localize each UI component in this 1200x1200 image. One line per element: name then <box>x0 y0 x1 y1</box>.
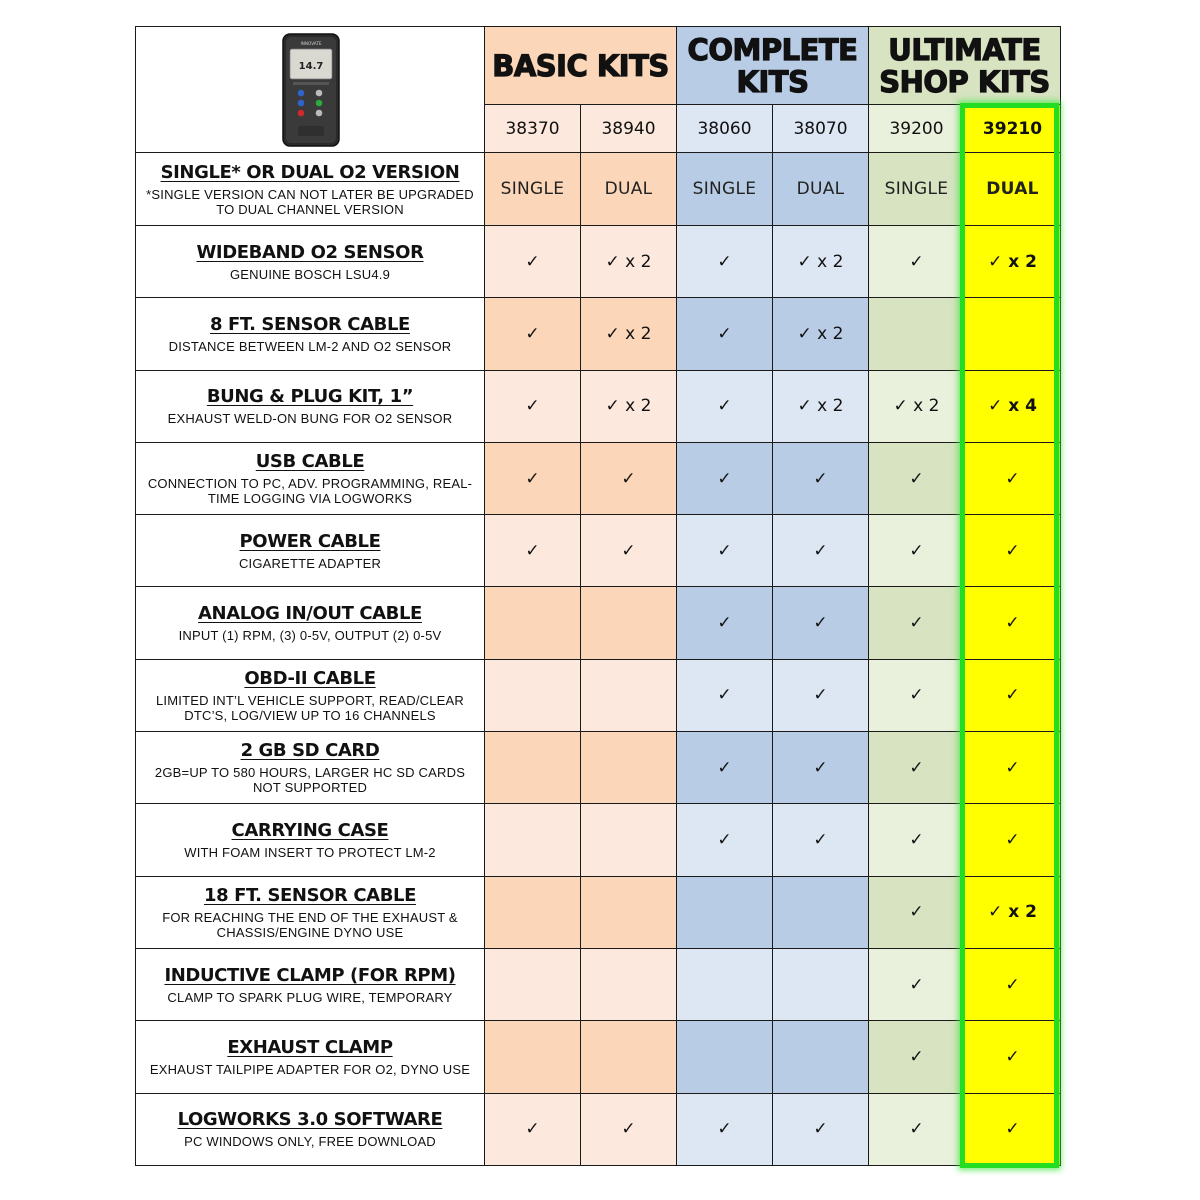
inclusion-cell: ✓ <box>677 804 773 876</box>
feature-title: 8 FT. SENSOR CABLE <box>210 313 410 335</box>
device-brand: INNOVATE <box>300 40 322 46</box>
inclusion-cell: ✓ <box>581 515 677 587</box>
inclusion-cell: ✓ <box>485 298 581 370</box>
feature-description: FOR REACHING THE END OF THE EXHAUST & CHASSIS/ENGINE DYNO USE <box>162 909 458 940</box>
inclusion-cell: ✓ <box>965 587 1061 659</box>
feature-cell <box>136 948 485 1020</box>
part-number-cell: 38060 <box>677 105 773 153</box>
feature-cell <box>136 442 485 514</box>
inclusion-cell: ✓ <box>677 732 773 804</box>
inclusion-cell: ✓ <box>773 659 869 731</box>
inclusion-cell: ✓ <box>485 226 581 298</box>
feature-title: SINGLE* OR DUAL O2 VERSION <box>160 161 460 183</box>
inclusion-cell <box>677 1021 773 1093</box>
feature-description: EXHAUST WELD-ON BUNG FOR O2 SENSOR <box>167 411 453 427</box>
inclusion-cell: ✓ <box>773 1093 869 1165</box>
inclusion-cell <box>965 298 1061 370</box>
feature-cell <box>136 153 485 226</box>
device-display-value: 14.7 <box>298 60 324 72</box>
part-number-cell: 39210 <box>965 105 1061 153</box>
inclusion-cell: ✓ <box>965 659 1061 731</box>
inclusion-cell: ✓ <box>965 515 1061 587</box>
inclusion-cell: ✓ <box>869 804 965 876</box>
feature-title: POWER CABLE <box>239 530 381 552</box>
inclusion-cell: ✓ <box>869 876 965 948</box>
version-cell: SINGLE <box>869 153 965 226</box>
feature-description: CIGARETTE ADAPTER <box>238 555 382 571</box>
feature-cell <box>136 804 485 876</box>
feature-title: USB CABLE <box>255 451 365 473</box>
inclusion-cell: ✓ <box>581 442 677 514</box>
feature-cell <box>136 587 485 659</box>
feature-title: OBD-II CABLE <box>244 667 376 689</box>
feature-title: CARRYING CASE <box>231 820 389 842</box>
feature-description: GENUINE BOSCH LSU4.9 <box>229 266 391 282</box>
feature-row <box>136 732 1061 804</box>
feature-title: LOGWORKS 3.0 SOFTWARE <box>177 1109 443 1131</box>
inclusion-cell <box>485 1021 581 1093</box>
inclusion-cell: ✓ <box>869 732 965 804</box>
inclusion-cell: ✓ <box>869 226 965 298</box>
inclusion-cell: ✓ x 2 <box>773 370 869 442</box>
part-number-cell: 38940 <box>581 105 677 153</box>
inclusion-cell: ✓ x 2 <box>581 298 677 370</box>
inclusion-cell <box>485 804 581 876</box>
group-label: SHOP KITS <box>879 64 1050 99</box>
part-number-cell: 38370 <box>485 105 581 153</box>
version-row <box>136 153 1061 226</box>
inclusion-cell: ✓ <box>869 442 965 514</box>
inclusion-cell: ✓ <box>869 515 965 587</box>
feature-title: EXHAUST CLAMP <box>227 1036 393 1058</box>
feature-cell <box>136 732 485 804</box>
inclusion-cell: ✓ <box>869 948 965 1020</box>
inclusion-cell: ✓ <box>677 587 773 659</box>
inclusion-cell <box>581 732 677 804</box>
inclusion-cell: ✓ <box>677 442 773 514</box>
group-label: COMPLETE <box>687 32 858 67</box>
feature-description: 2GB=UP TO 580 HOURS, LARGER HC SD CARDS NOT SUPPORTED <box>154 765 466 796</box>
inclusion-cell <box>485 732 581 804</box>
feature-description: CLAMP TO SPARK PLUG WIRE, TEMPORARY <box>167 989 453 1005</box>
feature-title: 18 FT. SENSOR CABLE <box>203 884 416 906</box>
inclusion-cell: ✓ <box>485 442 581 514</box>
version-cell: DUAL <box>773 153 869 226</box>
device-image-cell <box>136 27 485 153</box>
feature-cell <box>136 370 485 442</box>
group-header-2 <box>869 27 1061 105</box>
inclusion-cell: ✓ <box>869 1021 965 1093</box>
inclusion-cell: ✓ x 2 <box>581 370 677 442</box>
inclusion-cell: ✓ <box>485 515 581 587</box>
feature-description: *SINGLE VERSION CAN NOT LATER BE UPGRADED TO DUAL CHANNEL VERSION <box>146 186 474 217</box>
feature-cell <box>136 659 485 731</box>
inclusion-cell: ✓ x 4 <box>965 370 1061 442</box>
feature-description: INPUT (1) RPM, (3) 0-5V, OUTPUT (2) 0-5V <box>178 628 442 644</box>
feature-cell <box>136 1093 485 1165</box>
group-header-0 <box>485 27 677 105</box>
feature-title: INDUCTIVE CLAMP (FOR RPM) <box>164 964 456 986</box>
feature-description: PC WINDOWS ONLY, FREE DOWNLOAD <box>184 1134 436 1150</box>
inclusion-cell: ✓ <box>773 587 869 659</box>
feature-description: LIMITED INT’L VEHICLE SUPPORT, READ/CLEAR DTC’S, LOG/VIEW UP TO 16 CHANNELS <box>156 692 464 723</box>
kit-comparison-table <box>135 26 1061 1166</box>
feature-title: 2 GB SD CARD <box>240 740 380 762</box>
inclusion-cell: ✓ <box>965 804 1061 876</box>
feature-row <box>136 1093 1061 1165</box>
feature-cell <box>136 1021 485 1093</box>
inclusion-cell: ✓ <box>773 442 869 514</box>
inclusion-cell: ✓ <box>965 732 1061 804</box>
inclusion-cell <box>581 587 677 659</box>
inclusion-cell <box>773 948 869 1020</box>
group-header-1 <box>677 27 869 105</box>
inclusion-cell: ✓ <box>485 370 581 442</box>
part-number-cell: 39200 <box>869 105 965 153</box>
inclusion-cell: ✓ <box>485 1093 581 1165</box>
version-cell: SINGLE <box>677 153 773 226</box>
feature-row <box>136 876 1061 948</box>
feature-row <box>136 1021 1061 1093</box>
inclusion-cell <box>581 876 677 948</box>
feature-row <box>136 226 1061 298</box>
feature-description: CONNECTION TO PC, ADV. PROGRAMMING, REAL-TIME LOGGING VIA LOGWORKS <box>147 476 473 507</box>
inclusion-cell: ✓ x 2 <box>773 226 869 298</box>
inclusion-cell: ✓ <box>677 659 773 731</box>
inclusion-cell: ✓ x 2 <box>869 370 965 442</box>
group-label: KITS <box>736 64 809 99</box>
feature-title: BUNG & PLUG KIT, 1” <box>206 386 414 408</box>
feature-description: DISTANCE BETWEEN LM-2 AND O2 SENSOR <box>168 338 452 354</box>
group-label: BASIC KITS <box>492 48 669 83</box>
feature-cell <box>136 226 485 298</box>
inclusion-cell: ✓ x 2 <box>773 298 869 370</box>
group-label: ULTIMATE <box>888 32 1041 67</box>
feature-description: EXHAUST TAILPIPE ADAPTER FOR O2, DYNO USE <box>149 1061 471 1077</box>
inclusion-cell: ✓ <box>773 804 869 876</box>
inclusion-cell: ✓ <box>869 587 965 659</box>
feature-row <box>136 587 1061 659</box>
inclusion-cell <box>485 659 581 731</box>
group-header-row <box>136 27 1061 105</box>
feature-description: WITH FOAM INSERT TO PROTECT LM-2 <box>184 845 436 861</box>
inclusion-cell: ✓ <box>677 226 773 298</box>
inclusion-cell <box>869 298 965 370</box>
inclusion-cell: ✓ <box>965 1021 1061 1093</box>
inclusion-cell <box>773 876 869 948</box>
feature-row <box>136 948 1061 1020</box>
feature-cell <box>136 876 485 948</box>
feature-row <box>136 442 1061 514</box>
feature-cell <box>136 298 485 370</box>
inclusion-cell <box>581 659 677 731</box>
inclusion-cell: ✓ <box>965 442 1061 514</box>
version-cell: DUAL <box>581 153 677 226</box>
feature-row <box>136 804 1061 876</box>
inclusion-cell: ✓ <box>773 732 869 804</box>
inclusion-cell <box>485 948 581 1020</box>
feature-row <box>136 298 1061 370</box>
inclusion-cell <box>581 1021 677 1093</box>
lm2-device-image <box>250 30 370 150</box>
feature-row <box>136 370 1061 442</box>
part-number-cell: 38070 <box>773 105 869 153</box>
inclusion-cell: ✓ <box>677 298 773 370</box>
inclusion-cell: ✓ x 2 <box>965 876 1061 948</box>
feature-cell <box>136 515 485 587</box>
inclusion-cell: ✓ x 2 <box>965 226 1061 298</box>
inclusion-cell: ✓ <box>965 948 1061 1020</box>
feature-title: ANALOG IN/OUT CABLE <box>198 603 422 625</box>
inclusion-cell: ✓ <box>869 1093 965 1165</box>
feature-row <box>136 515 1061 587</box>
version-cell: SINGLE <box>485 153 581 226</box>
inclusion-cell <box>485 587 581 659</box>
inclusion-cell: ✓ <box>677 1093 773 1165</box>
inclusion-cell: ✓ <box>677 515 773 587</box>
inclusion-cell <box>581 804 677 876</box>
inclusion-cell <box>677 876 773 948</box>
feature-title: WIDEBAND O2 SENSOR <box>196 241 424 263</box>
inclusion-cell <box>485 876 581 948</box>
inclusion-cell: ✓ <box>677 370 773 442</box>
feature-row <box>136 659 1061 731</box>
inclusion-cell: ✓ <box>869 659 965 731</box>
inclusion-cell: ✓ <box>581 1093 677 1165</box>
version-cell: DUAL <box>965 153 1061 226</box>
inclusion-cell <box>773 1021 869 1093</box>
inclusion-cell <box>581 948 677 1020</box>
inclusion-cell <box>677 948 773 1020</box>
inclusion-cell: ✓ <box>965 1093 1061 1165</box>
inclusion-cell: ✓ <box>773 515 869 587</box>
inclusion-cell: ✓ x 2 <box>581 226 677 298</box>
